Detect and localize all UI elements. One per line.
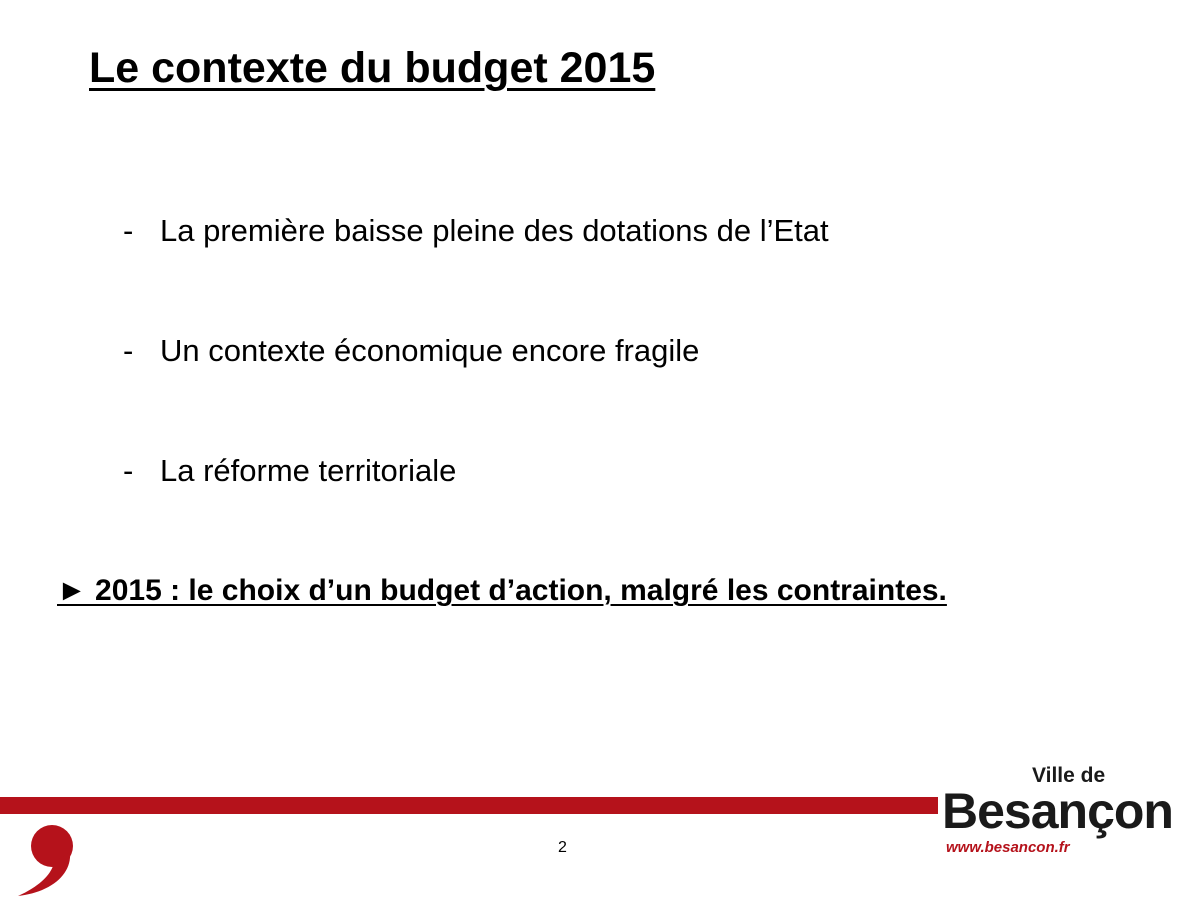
slide-title: Le contexte du budget 2015: [89, 44, 656, 92]
logo-website: www.besancon.fr: [946, 839, 1070, 856]
comma-mark-icon: [12, 824, 78, 898]
bullet-marker: -: [123, 213, 134, 248]
bullet-item: [123, 331, 699, 371]
besancon-logo: [940, 764, 1173, 864]
page-number: 2: [558, 839, 567, 856]
bullet-marker: -: [123, 453, 134, 488]
bullet-text: La réforme territoriale: [160, 453, 457, 488]
footer-red-band: [0, 797, 938, 814]
bullet-text: Un contexte économique encore fragile: [160, 333, 700, 368]
bullet-marker: -: [123, 333, 134, 368]
bullet-item: [123, 451, 456, 491]
logo-ville-de: Ville de: [1032, 764, 1106, 787]
bullet-item: [123, 211, 829, 251]
bullet-text: La première baisse pleine des dotations de l’Etat: [160, 213, 829, 248]
logo-city-name: Besançon: [942, 783, 1173, 839]
conclusion-statement: ► 2015 : le choix d’un budget d’action, malgré les contraintes.: [57, 574, 947, 607]
